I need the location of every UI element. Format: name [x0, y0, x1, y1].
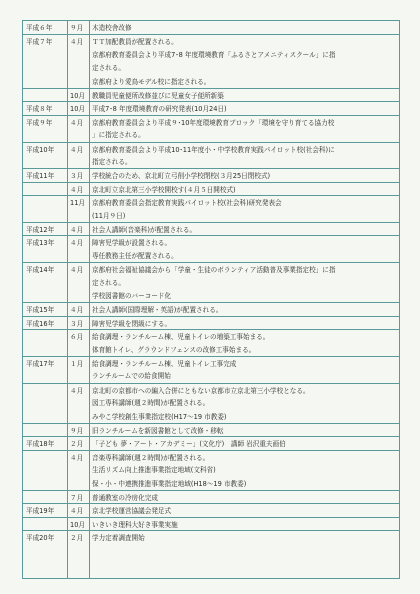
table-row	[23, 530, 399, 544]
row-text: みやこ学校創生事業指定校(H17～19 市教委)	[92, 412, 227, 421]
table-row	[23, 383, 399, 397]
row-month: ２月	[70, 534, 84, 543]
table-row	[23, 48, 399, 61]
table-row	[23, 490, 399, 504]
table-row	[23, 222, 399, 236]
table-row	[23, 356, 399, 370]
row-month: 10月	[70, 105, 85, 114]
row-text: 京都府社会福祉協議会から「学童・生徒のボランティア活動普及事業指定校」に指	[92, 266, 336, 275]
table-row	[23, 410, 399, 423]
row-text: 京北学校運営協議会発足式	[92, 507, 172, 516]
row-year: 平成18年	[26, 440, 55, 449]
table-row	[23, 503, 399, 517]
row-month: ２月	[70, 440, 84, 449]
table-row	[23, 235, 399, 249]
row-text: 保・小・中連携推進事業指定地域(H18～19 市教委)	[92, 479, 247, 488]
row-text: 教職員児童便所改修並びに児童女子便所新築	[92, 92, 224, 100]
row-text: (11月９日)	[92, 211, 126, 220]
row-month: ４月	[70, 145, 84, 154]
row-text: 」に指定される。	[92, 131, 145, 140]
row-text: 社会人講師(国際理解・英語)が配置される。	[92, 306, 223, 315]
table-row	[23, 396, 399, 409]
table-row	[23, 115, 399, 129]
table-row	[23, 517, 399, 531]
row-text: 体育館トイレ、グラウンドフェンスの改修工事始まる。	[92, 345, 256, 354]
row-text: 京都府より愛鳥モデル校に指定される。	[92, 77, 211, 86]
row-text: 普通教室の冷房化完成	[92, 494, 158, 502]
row-month: ３月	[70, 172, 84, 181]
row-year: 平成17年	[26, 360, 55, 368]
row-year: 平成19年	[26, 507, 55, 516]
table-row	[23, 302, 399, 316]
row-month: 11月	[70, 199, 85, 208]
row-month: １月	[70, 360, 84, 368]
row-year: 平成20年	[26, 534, 55, 543]
row-text: 京都府教育委員会より平成7･8 年度環境教育「ふるさとアメニティスクール」に指	[92, 50, 336, 59]
table-row	[23, 262, 399, 276]
history-table	[22, 20, 400, 579]
table-row	[23, 195, 399, 209]
row-text: 定される。	[92, 64, 125, 73]
row-month: ４月	[70, 239, 84, 248]
table-row	[23, 142, 399, 156]
row-text: 音楽専科講師(週２時間)が配置される。	[92, 453, 210, 462]
row-year: 平成７年	[26, 38, 53, 47]
row-month: ４月	[70, 507, 84, 516]
row-year: 平成８年	[26, 105, 53, 114]
table-row	[23, 316, 399, 330]
row-text: 社会人講師(音楽科)が配置される。	[92, 226, 197, 234]
row-month: ６月	[70, 333, 84, 342]
table-row	[23, 209, 399, 222]
row-year: 平成９年	[26, 118, 53, 127]
row-text: 給食調理・ランチルーム棟、児童トイレの増築工事始まる。	[92, 333, 270, 342]
row-text: 指定される。	[92, 158, 132, 166]
row-month: ９月	[70, 24, 84, 32]
row-month: ７月	[70, 494, 84, 502]
row-month: ９月	[70, 427, 84, 435]
row-year: 平成11年	[26, 172, 55, 181]
table-row	[23, 477, 399, 490]
row-text: 学力定着調査開始	[92, 534, 145, 543]
row-text: 障害児学級を閉級にする。	[92, 319, 172, 328]
row-month: ４月	[70, 306, 84, 315]
row-text: 旧ランチルームを新図書館として改修・移転	[92, 427, 224, 435]
table-row	[23, 21, 399, 34]
row-month: ３月	[70, 319, 84, 328]
row-year: 平成13年	[26, 239, 55, 248]
table-row	[23, 101, 399, 115]
table-row	[23, 343, 399, 356]
row-year: 平成10年	[26, 145, 55, 154]
row-text: 平成7･8 年度環境教育の研究発表(10月24日)	[92, 105, 227, 114]
row-text: 京都府教育委員会指定教育実践パイロット校(社会科)研究発表会	[92, 199, 282, 208]
row-month: ４月	[70, 185, 84, 194]
row-text: いきいき理科大好き事業実施	[92, 520, 178, 529]
row-month: ４月	[70, 118, 84, 127]
table-row	[23, 369, 399, 382]
row-year: 平成14年	[26, 266, 55, 275]
row-year: 平成15年	[26, 306, 55, 315]
row-text: 京都府教育委員会より平成10･11年度小・中学校教育実践パイロット校(社会科)に	[92, 145, 335, 154]
table-row	[23, 128, 399, 141]
row-year: 平成６年	[26, 24, 53, 32]
row-text: 障害児学級が設置される。	[92, 239, 172, 248]
row-text: 木造校舎改修	[92, 24, 132, 32]
row-month: 10月	[70, 92, 85, 100]
table-row	[23, 423, 399, 437]
row-text: ＴＴ加配教員が配置される。	[92, 38, 178, 47]
row-text: 「子ども 夢・アート・アカデミー」(文化庁) 講師 岩沢重夫画伯	[92, 440, 286, 449]
table-row	[23, 329, 399, 343]
table-row	[23, 155, 399, 168]
table-row	[23, 168, 399, 182]
row-month: 10月	[70, 520, 85, 529]
row-month: ４月	[70, 226, 84, 234]
row-text: 生活リズム向上推進事業指定地域(文科省)	[92, 466, 216, 475]
row-month: ４月	[70, 453, 84, 462]
row-text: 京北町立京北第三小学校開校す(４月５日開校式)	[92, 185, 236, 194]
table-row	[23, 276, 399, 289]
table-row	[23, 249, 399, 262]
table-row	[23, 436, 399, 450]
table-row	[23, 289, 399, 302]
table-row	[23, 75, 399, 88]
row-text: 学校図書館のバーコード化	[92, 292, 172, 300]
row-text: 京都府教育委員会より平成９･10年度環境教育ブロック「環境を守り育てる協力校	[92, 118, 335, 127]
row-text: 専任教務主任が配置される。	[92, 251, 178, 260]
row-text: 図工専科講師(週２時間)が配置される。	[92, 399, 210, 408]
table-row	[23, 61, 399, 74]
row-year: 平成16年	[26, 319, 55, 328]
row-month: ４月	[70, 266, 84, 275]
row-text: ランチルームでの給食開始	[92, 372, 171, 381]
row-text: 京北町の京都市への編入合併にともない京都市立京北第三小学校となる。	[92, 386, 310, 395]
row-text: 定される。	[92, 278, 125, 287]
row-text: 給食調理・ランチルーム棟、児童トイレ工事完成	[92, 360, 237, 368]
row-year: 平成12年	[26, 226, 55, 234]
row-text: 学校統合のため、京北町立弓削小学校閉校(３月25日閉校式)	[92, 172, 271, 181]
table-row	[23, 182, 399, 196]
row-month: ４月	[70, 38, 84, 47]
table-row	[23, 463, 399, 476]
table-row	[23, 34, 399, 48]
table-row	[23, 450, 399, 464]
table-row	[23, 88, 399, 102]
row-month: ４月	[70, 386, 84, 395]
